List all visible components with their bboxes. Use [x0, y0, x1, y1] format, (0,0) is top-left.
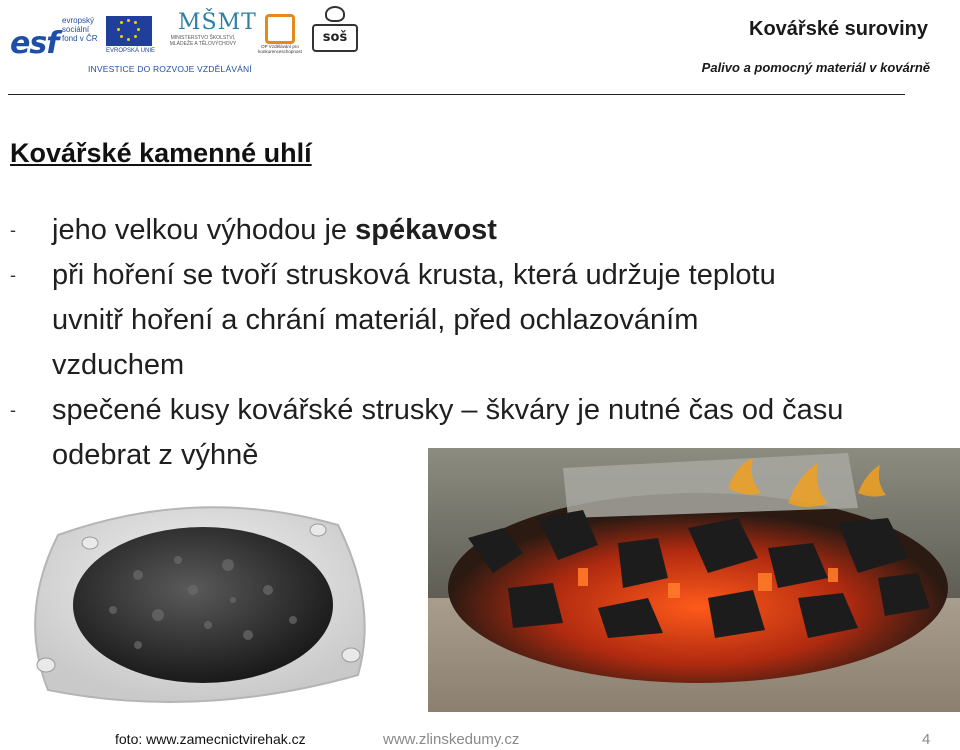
header-subtitle: Palivo a pomocný materiál v kovárně: [701, 60, 930, 75]
op-logo: [256, 14, 304, 58]
op-caption: OP Vzdělávání pro konkurenceschopnost: [258, 44, 302, 54]
msmt-mark: MŠMT: [178, 10, 257, 35]
eu-caption: EVROPSKÁ UNIE: [106, 48, 156, 54]
bullet-item: [10, 253, 782, 388]
photo-credit: foto: www.zamecnictvirehak.cz: [115, 731, 306, 747]
msmt-logo: [160, 10, 257, 58]
sos-emblem-icon: [325, 6, 345, 22]
msmt-caption: MINISTERSTVO ŠKOLSTVÍ, MLÁDEŽE A TĚLOVÝCHOVY: [169, 35, 237, 47]
forge-fire-photo: [428, 448, 960, 712]
bullet-item: [10, 208, 870, 253]
eu-flag-icon: [106, 16, 152, 46]
slide-title: Kovářské kamenné uhlí: [10, 138, 312, 168]
sos-logo: [312, 6, 358, 58]
coal-plate-photo: [18, 505, 378, 705]
header-title: Kovářské suroviny: [749, 18, 928, 40]
sos-label: soš: [312, 24, 358, 52]
bullet-dash: -: [10, 220, 16, 240]
partner-logos: [8, 4, 358, 74]
bullet-dash: -: [10, 400, 16, 420]
op-mark-icon: [265, 14, 295, 44]
eu-logo: [106, 16, 156, 56]
esf-caption: evropský sociální fond v ČR: [62, 16, 98, 43]
investment-slogan: INVESTICE DO ROZVOJE VZDĚLÁVÁNÍ: [88, 64, 252, 74]
bullet-text: spečené kusy kovářské strusky – škváry je nutné čas od času odebrat z výhně: [52, 394, 844, 471]
bullet-bold-term: spékavost: [355, 214, 497, 246]
bullet-dash: -: [10, 265, 16, 285]
esf-wordmark: esf: [10, 26, 59, 61]
page-number: 4: [922, 731, 931, 748]
header-divider: [8, 94, 905, 95]
bullet-text: při hoření se tvoří strusková krusta, která udržuje teplotu uvnitř hoření a chrání materiál, před ochlazováním vzduchem: [52, 259, 776, 381]
footer-url: www.zlinskedumy.cz: [383, 731, 520, 748]
esf-logo: [8, 12, 100, 61]
bullet-list: [10, 208, 870, 478]
bullet-text: jeho velkou výhodou je: [52, 214, 356, 246]
